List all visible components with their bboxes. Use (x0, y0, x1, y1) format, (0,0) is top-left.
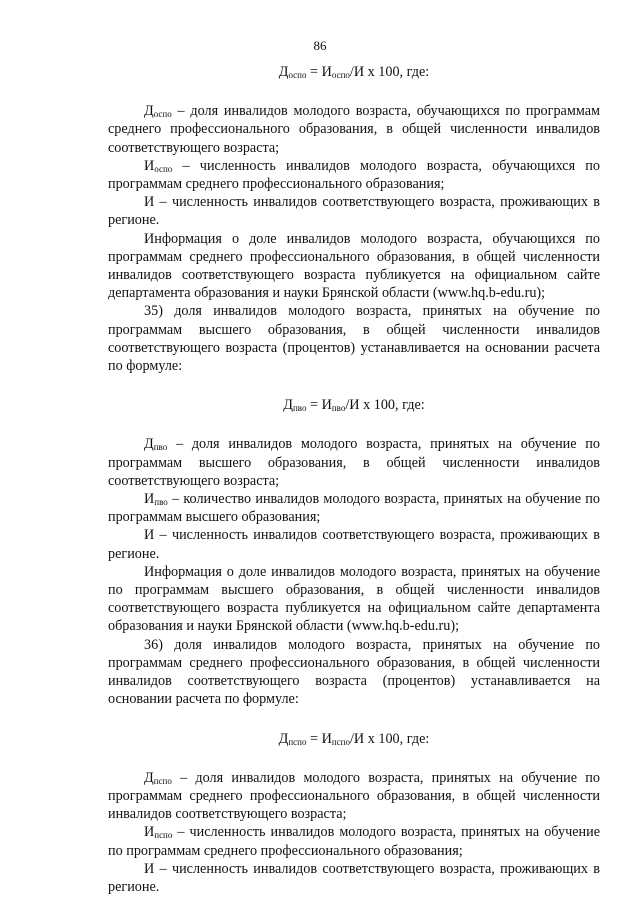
definition-i-2: И – численность инвалидов соответствующего возраста, проживающих в регионе. (108, 527, 600, 562)
formula-dpspo: $Д_{пспо} = И_{пспо}/И$ х 100, где: (278, 730, 430, 747)
definition-iospo: $И_{оспо}$ – численность инвалидов молодого возраста, обучающихся по программам среднего профессионального образования; (108, 157, 600, 193)
item-35: 35) доля инвалидов молодого возраста, принятых на обучение по программам высшего образования, в общей численности инвалидов соответствующего возраста (процентов) устанавливается на основании расчета по формуле: (108, 303, 600, 375)
definition-i-1: И – численность инвалидов соответствующего возраста, проживающих в регионе. (108, 194, 600, 229)
info-paragraph-1: Информация о доле инвалидов молодого возраста, обучающихся по программам среднего профессионального образования, в общей численности инвалидов соответствующего возраста публикуется на официальном сайте департамента образования и науки Брянской области (www.hq.b-edu.ru); (108, 230, 600, 302)
definition-dpvo: $Д_{пво}$ – доля инвалидов молодого возраста, принятых на обучение по программам высшего образования, в общей численности инвалидов соответствующего возраста; (108, 436, 600, 489)
definition-dpspo: $Д_{пспо}$ – доля инвалидов молодого возраста, принятых на обучение по программам среднего профессионального образования, в общей численности инвалидов соответствующего возраста; (108, 769, 600, 823)
definition-ipspo: $И_{пспо}$ – численность инвалидов молодого возраста, принятых на обучение по программам среднего профессионального образования; (108, 824, 600, 859)
page-number: 86 (313, 38, 327, 53)
document-body (108, 63, 600, 896)
formula-dospo: $Д_{оспо} = И_{оспо}/И$ х 100, где: (278, 64, 430, 80)
definition-dospo: $Д_{оспо}$ – доля инвалидов молодого возраста, обучающихся по программам среднего профессионального образования, в общей численности инвалидов соответствующего возраста; (108, 103, 600, 156)
formula-dpvo: $Д_{пво} = И_{пво}/И$ х 100, где: (283, 397, 425, 414)
info-paragraph-2: Информация о доле инвалидов молодого возраста, принятых на обучение по программам высшего образования, в общей численности инвалидов соответствующего возраста публикуется на официальном сайте департамента образования и науки Брянской области (www.hq.b-edu.ru); (108, 563, 600, 635)
definition-i-3: И – численность инвалидов соответствующего возраста, проживающих в регионе. (108, 860, 600, 895)
item-36: 36) доля инвалидов молодого возраста, принятых на обучение по программам среднего профессионального образования, в общей численности инвалидов соответствующего возраста (процентов) устанавливается на основании расчета по формуле: (108, 636, 600, 708)
definition-ipvo: $И_{пво}$ – количество инвалидов молодого возраста, принятых на обучение по программам высшего образования; (108, 491, 600, 526)
